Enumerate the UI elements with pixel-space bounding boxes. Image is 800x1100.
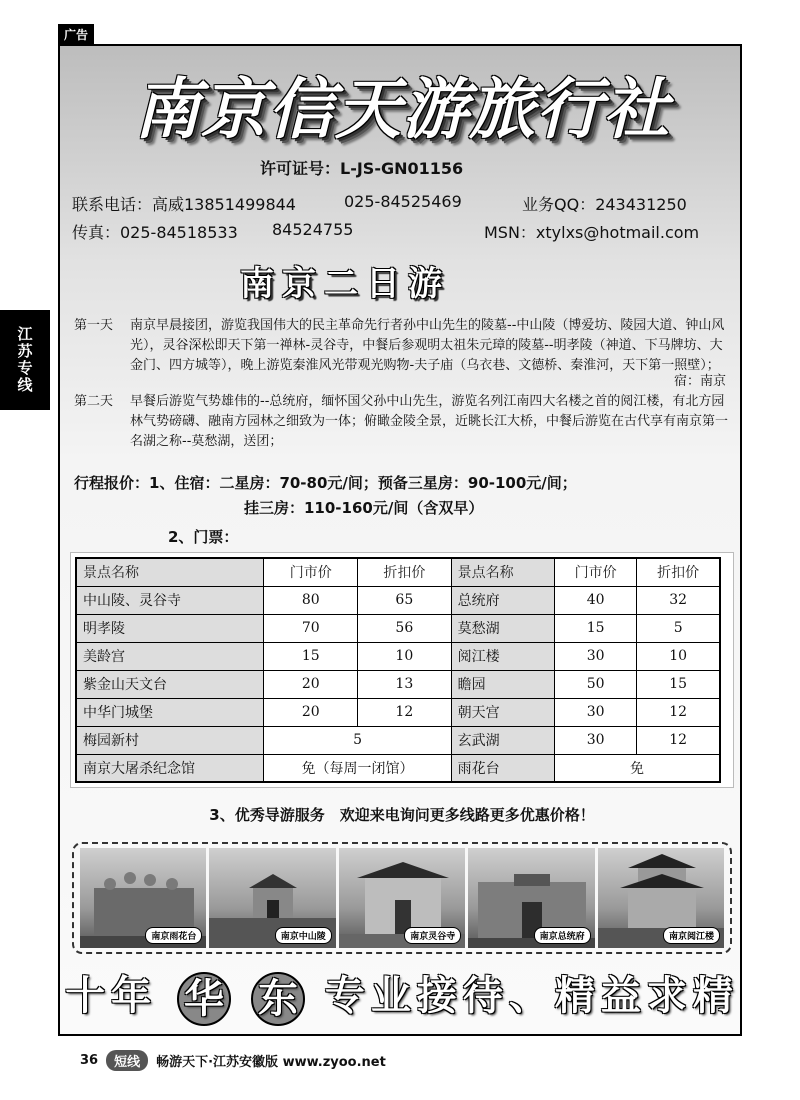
photo-caption: 南京阅江楼 bbox=[663, 927, 720, 944]
ticket-table-wrap bbox=[70, 552, 734, 788]
header-cell: 折扣价 bbox=[637, 558, 720, 586]
table-cell: 明孝陵 bbox=[76, 614, 264, 642]
ticket-table bbox=[75, 557, 721, 783]
table-cell: 12 bbox=[358, 698, 452, 726]
table-cell: 瞻园 bbox=[451, 670, 554, 698]
table-row bbox=[76, 698, 720, 726]
tickets-heading: 2、门票： bbox=[168, 528, 239, 546]
table-cell: 总统府 bbox=[451, 586, 554, 614]
day-label: 第一天 bbox=[74, 318, 114, 333]
brand-title: 南京信天游旅行社 bbox=[134, 70, 670, 148]
table-cell: 梅园新村 bbox=[76, 726, 264, 754]
table-cell: 玄武湖 bbox=[451, 726, 554, 754]
license-number: 许可证号：L-JS-GN01156 bbox=[260, 159, 464, 178]
ad-tag: 广告 bbox=[58, 24, 94, 45]
table-cell: 32 bbox=[637, 586, 720, 614]
slogan-circle-2: 东 bbox=[251, 972, 305, 1026]
day-text: 早餐后游览气势雄伟的--总统府，缅怀国父孙中山先生，游览名列江南四大名楼之首的阅江楼，有北方园林气势磅礴、融南方园林之细致为一体；俯瞰金陵全景，近眺长江大桥，中餐后游览在古代享有南京第一名湖之称--莫愁湖，送团； bbox=[130, 394, 729, 449]
price-line-1: 行程报价：1、住宿：二星房：70-80元/间；预备三星房：90-100元/间； bbox=[74, 474, 577, 492]
photo-yuejianglou bbox=[598, 848, 724, 948]
header-cell: 景点名称 bbox=[76, 558, 264, 586]
header-cell: 门市价 bbox=[554, 558, 636, 586]
slogan bbox=[60, 964, 742, 1026]
table-cell: 南京大屠杀纪念馆 bbox=[76, 754, 264, 782]
table-row bbox=[76, 726, 720, 754]
fax: 传真：025-84518533 bbox=[72, 223, 238, 242]
table-row bbox=[76, 754, 720, 782]
slogan-suffix: 专业接待、精益求精 bbox=[324, 972, 739, 1019]
guide-service-line: 3、优秀导游服务 欢迎来电询问更多线路更多优惠价格！ bbox=[209, 806, 595, 824]
tour-title: 南京二日游 bbox=[240, 264, 450, 304]
photo-strip bbox=[72, 842, 732, 954]
table-cell: 阅江楼 bbox=[451, 642, 554, 670]
section-badge: 短线 bbox=[106, 1050, 148, 1071]
photo-linggusi bbox=[339, 848, 465, 948]
itinerary-day-2 bbox=[74, 392, 734, 452]
phone: 联系电话：高威13851499844 bbox=[72, 195, 296, 214]
photo-caption: 南京中山陵 bbox=[275, 927, 332, 944]
table-cell: 12 bbox=[637, 726, 720, 754]
photo-yuhuatai bbox=[80, 848, 206, 948]
table-cell: 雨花台 bbox=[451, 754, 554, 782]
footer bbox=[80, 1050, 386, 1071]
table-cell: 15 bbox=[637, 670, 720, 698]
table-row bbox=[76, 614, 720, 642]
table-cell: 30 bbox=[554, 698, 636, 726]
photo-caption: 南京雨花台 bbox=[145, 927, 202, 944]
table-cell: 70 bbox=[264, 614, 358, 642]
table-cell: 40 bbox=[554, 586, 636, 614]
day-text: 南京早晨接团，游览我国伟大的民主革命先行者孙中山先生的陵墓--中山陵（博爱坊、陵园大道、钟山风光），灵谷深松即天下第一禅林-灵谷寺，中餐后参观明太祖朱元璋的陵墓--明孝陵（神道、下马牌坊、大金门、四方城等），晚上游览秦淮风光带观光购物-夫子庙（乌衣巷、文德桥、秦淮河，天下第一照壁）； bbox=[130, 318, 725, 373]
photo-zhongshanling bbox=[209, 848, 335, 948]
table-cell: 80 bbox=[264, 586, 358, 614]
table-cell: 30 bbox=[554, 726, 636, 754]
table-header-row bbox=[76, 558, 720, 586]
header-cell: 折扣价 bbox=[358, 558, 452, 586]
itinerary-day-1 bbox=[74, 316, 734, 376]
table-cell: 30 bbox=[554, 642, 636, 670]
table-cell: 莫愁湖 bbox=[451, 614, 554, 642]
table-cell: 50 bbox=[554, 670, 636, 698]
day-label: 第二天 bbox=[74, 394, 114, 409]
slogan-prefix: 十年 bbox=[65, 972, 158, 1019]
table-cell: 13 bbox=[358, 670, 452, 698]
slogan-circle-1: 华 bbox=[177, 972, 231, 1026]
table-cell: 20 bbox=[264, 670, 358, 698]
table-cell: 朝天宫 bbox=[451, 698, 554, 726]
table-cell: 10 bbox=[358, 642, 452, 670]
qq: 业务QQ：243431250 bbox=[522, 195, 687, 214]
ad-panel bbox=[58, 44, 742, 1036]
page-number: 36 bbox=[80, 1053, 99, 1068]
side-tab bbox=[0, 310, 50, 410]
phone-2: 025-84525469 bbox=[344, 192, 462, 211]
table-cell: 免 bbox=[554, 754, 720, 782]
msn: MSN：xtylxs@hotmail.com bbox=[484, 223, 700, 242]
table-cell: 紫金山天文台 bbox=[76, 670, 264, 698]
table-cell: 5 bbox=[637, 614, 720, 642]
header-cell: 景点名称 bbox=[451, 558, 554, 586]
table-row bbox=[76, 670, 720, 698]
stay: 宿：南京 bbox=[673, 374, 726, 389]
side-tab-label: 江苏专线 bbox=[15, 326, 34, 394]
table-cell: 10 bbox=[637, 642, 720, 670]
table-cell: 中山陵、灵谷寺 bbox=[76, 586, 264, 614]
photo-zongtongfu bbox=[468, 848, 594, 948]
table-row bbox=[76, 642, 720, 670]
table-cell: 15 bbox=[264, 642, 358, 670]
table-cell: 20 bbox=[264, 698, 358, 726]
table-cell: 56 bbox=[358, 614, 452, 642]
fax-2: 84524755 bbox=[272, 220, 354, 239]
table-cell: 中华门城堡 bbox=[76, 698, 264, 726]
table-row bbox=[76, 586, 720, 614]
table-cell: 5 bbox=[264, 726, 451, 754]
table-cell: 12 bbox=[637, 698, 720, 726]
table-cell: 美龄宫 bbox=[76, 642, 264, 670]
table-cell: 15 bbox=[554, 614, 636, 642]
table-cell: 65 bbox=[358, 586, 452, 614]
photo-caption: 南京灵谷寺 bbox=[404, 927, 461, 944]
price-line-2: 挂三房：110-160元/间（含双早） bbox=[244, 499, 484, 517]
photo-caption: 南京总统府 bbox=[534, 927, 591, 944]
footer-text: 畅游天下·江苏安徽版 www.zyoo.net bbox=[156, 1055, 386, 1070]
table-cell: 免（每周一闭馆） bbox=[264, 754, 451, 782]
header-cell: 门市价 bbox=[264, 558, 358, 586]
